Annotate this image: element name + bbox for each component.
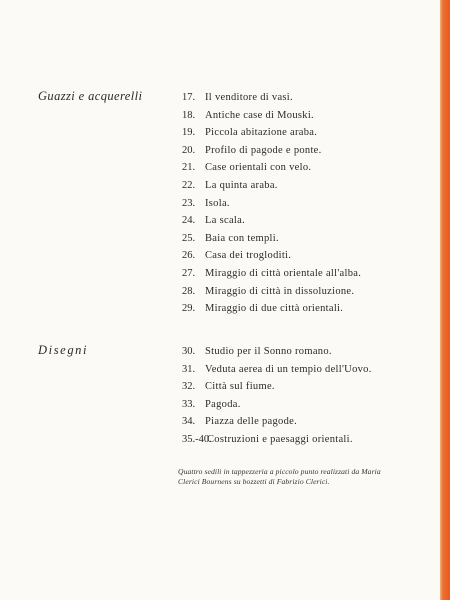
list-item <box>182 159 361 177</box>
item-number: 35.-40. <box>182 433 212 445</box>
list-item <box>182 230 361 248</box>
item-title: Costruzioni e paesaggi orientali. <box>207 433 353 445</box>
list-item <box>182 265 361 283</box>
item-title: Baia con templi. <box>205 232 279 244</box>
item-title: Case orientali con velo. <box>205 162 312 174</box>
list-item <box>182 107 361 125</box>
item-number: 29. <box>182 303 196 315</box>
item-number: 33. <box>182 398 196 410</box>
item-number: 28. <box>182 285 196 297</box>
list-item <box>182 378 372 396</box>
list-item <box>182 195 361 213</box>
section-title: Guazzi e acquerelli <box>38 89 143 103</box>
item-title: Miraggio di due città orientali. <box>205 303 344 315</box>
item-number: 22. <box>182 179 196 191</box>
item-title: Piccola abitazione araba. <box>205 127 318 139</box>
catalogue-list <box>182 343 372 449</box>
item-number: 17. <box>182 92 196 103</box>
item-title: Pagoda. <box>205 398 241 410</box>
list-item <box>182 361 372 379</box>
item-title: Miraggio di città in dissoluzione. <box>205 285 355 297</box>
list-item <box>182 431 372 449</box>
list-item <box>182 124 361 142</box>
item-title: Città sul fiume. <box>205 381 275 393</box>
item-title: La scala. <box>205 215 246 227</box>
item-number: 25. <box>182 232 196 244</box>
list-item <box>182 177 361 195</box>
item-number: 26. <box>182 250 196 262</box>
item-number: 30. <box>182 346 196 357</box>
item-title: Profilo di pagode e ponte. <box>205 144 322 156</box>
item-number: 18. <box>182 109 196 121</box>
item-title: Studio per il Sonno romano. <box>205 346 332 357</box>
item-title: Piazza delle pagode. <box>205 416 297 428</box>
item-title: Casa dei trogloditi. <box>205 250 292 262</box>
orange-page-edge <box>440 0 450 600</box>
list-item <box>182 247 361 265</box>
section-title: Disegni <box>38 343 89 357</box>
item-title: Isola. <box>205 197 230 209</box>
item-number: 31. <box>182 363 196 375</box>
item-number: 20. <box>182 144 196 156</box>
footnote: Quattro sedili in tappezzeria a piccolo punto realizzati da Maria Clerici Bournens su bozzetti di Fabrizio Clerici. <box>178 467 381 487</box>
list-item <box>182 89 361 107</box>
item-title: Antiche case di Mouski. <box>205 109 314 121</box>
item-number: 34. <box>182 416 196 428</box>
list-item <box>182 300 361 318</box>
item-title: Il venditore di vasi. <box>205 92 293 103</box>
item-number: 24. <box>182 215 196 227</box>
item-number: 32. <box>182 381 196 393</box>
item-number: 23. <box>182 197 196 209</box>
item-number: 27. <box>182 267 196 279</box>
item-number: 21. <box>182 162 196 174</box>
list-item <box>182 283 361 301</box>
list-item <box>182 212 361 230</box>
list-item <box>182 343 372 361</box>
catalogue-list <box>182 89 361 318</box>
item-title: Miraggio di città orientale all'alba. <box>205 267 362 279</box>
item-title: Veduta aerea di un tempio dell'Uovo. <box>205 363 372 375</box>
item-number: 19. <box>182 127 196 139</box>
list-item <box>182 142 361 160</box>
list-item <box>182 413 372 431</box>
list-item <box>182 396 372 414</box>
item-title: La quinta araba. <box>205 179 278 191</box>
